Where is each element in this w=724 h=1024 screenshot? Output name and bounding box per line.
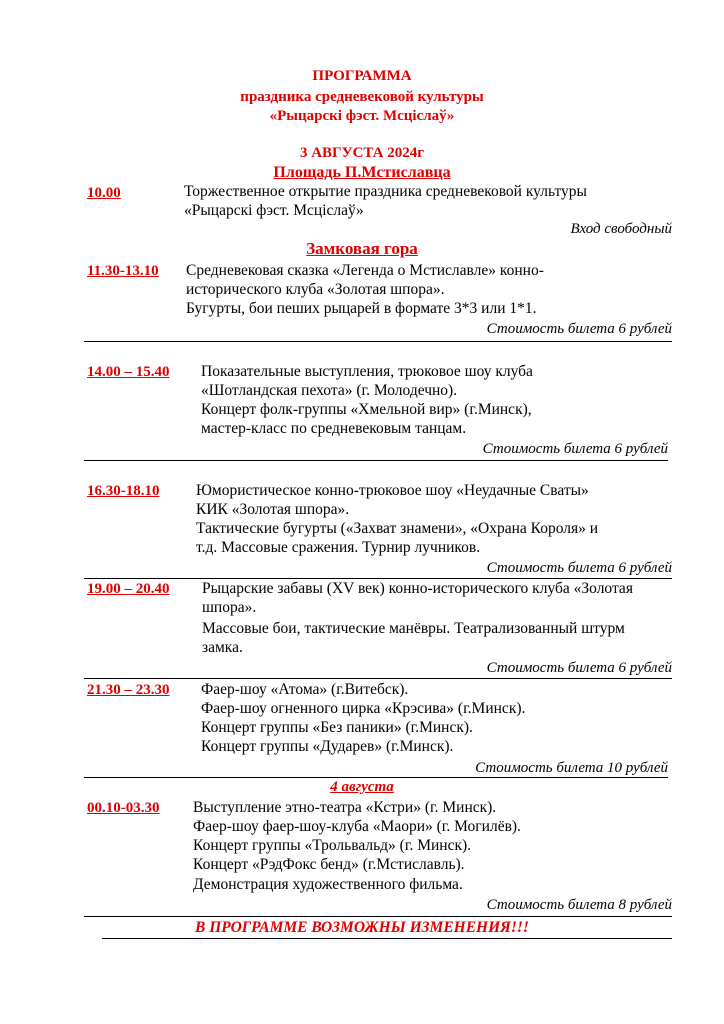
event-line: Концерт группы «Дударев» (г.Минск). <box>201 738 454 755</box>
divider <box>84 777 668 778</box>
divider <box>84 916 672 917</box>
event-line: Средневековая сказка «Легенда о Мстиславле» конно- <box>186 262 544 279</box>
ticket-price: Стоимость билета 6 рублей <box>482 441 668 457</box>
event-line: шпора». <box>202 599 257 616</box>
event-line: Концерт «РэдФокс бенд» (г.Мстиславль). <box>193 856 465 873</box>
venue-castle-hill: Замковая гора <box>306 239 418 258</box>
divider <box>84 678 672 679</box>
event-line: Выступление этно-театра «Кстри» (г. Минск). <box>193 799 497 816</box>
ticket-price: Стоимость билета 6 рублей <box>486 660 672 676</box>
event-time: 21.30 – 23.30 <box>87 682 170 698</box>
event-line: Фаер-шоу «Атома» (г.Витебск). <box>201 681 409 698</box>
event-time: 14.00 – 15.40 <box>87 364 170 380</box>
event-line: Демонстрация художественного фильма. <box>193 876 463 893</box>
venue-square: Площадь П.Мстиславца <box>273 164 451 181</box>
event-time: 11.30-13.10 <box>87 263 159 279</box>
changes-warning: В ПРОГРАММЕ ВОЗМОЖНЫ ИЗМЕНЕНИЯ!!! <box>195 919 529 936</box>
event-line: мастер-класс по средневековым танцам. <box>201 420 467 437</box>
event-line: КИК «Золотая шпора». <box>196 501 350 518</box>
event-time: 10.00 <box>87 185 121 201</box>
ticket-price: Стоимость билета 6 рублей <box>486 560 672 576</box>
event-line: Бугурты, бои пеших рыцарей в формате 3*3 или 1*1. <box>186 300 537 317</box>
divider <box>84 341 672 342</box>
event-line: Концерт фолк-группы «Хмельной вир» (г.Минск), <box>201 401 532 418</box>
event-time: 19.00 – 20.40 <box>87 581 170 597</box>
event-line: Концерт группы «Трольвальд» (г. Минск). <box>193 837 472 854</box>
event-line: Массовые бои, тактические манёвры. Театрализованный штурм <box>202 620 625 637</box>
event-line: т.д. Массовые сражения. Турнир лучников. <box>196 539 481 556</box>
ticket-price: Стоимость билета 10 рублей <box>475 760 668 776</box>
event-line: Торжественное открытие праздника средневековой культуры <box>184 183 587 200</box>
event-line: Тактические бугурты («Захват знамени», «Охрана Короля» и <box>196 520 599 537</box>
event-line: «Шотландская пехота» (г. Молодечно). <box>201 382 458 399</box>
ticket-price: Стоимость билета 6 рублей <box>486 321 672 337</box>
festival-name: «Рыцарскі фэст. Мсціслаў» <box>269 108 455 124</box>
event-line: замка. <box>202 639 243 656</box>
event-line: Фаер-шоу фаер-шоу-клуба «Маори» (г. Могилёв). <box>193 818 521 835</box>
day2-date: 4 августа <box>330 779 394 795</box>
event-line: Юмористическое конно-трюковое шоу «Неудачные Сваты» <box>196 482 589 499</box>
divider <box>84 460 668 461</box>
day1-date: 3 АВГУСТА 2024г <box>299 145 425 161</box>
program-title: ПРОГРАММА <box>312 68 412 84</box>
event-line: Рыцарские забавы (XV век) конно-исторического клуба «Золотая <box>202 580 633 597</box>
event-line: Концерт группы «Без паники» (г.Минск). <box>201 719 473 736</box>
event-line: «Рыцарскі фэст. Мсціслаў» <box>184 202 364 219</box>
divider <box>102 938 672 939</box>
event-time: 00.10-03.30 <box>87 800 160 816</box>
divider <box>84 578 672 579</box>
ticket-price: Стоимость билета 8 рублей <box>486 897 672 913</box>
event-time: 16.30-18.10 <box>87 483 160 499</box>
event-line: Фаер-шоу огненного цирка «Крэсива» (г.Минск). <box>201 700 526 717</box>
program-subtitle: праздника средневековой культуры <box>240 89 484 105</box>
event-line: исторического клуба «Золотая шпора». <box>186 281 445 298</box>
event-line: Показательные выступления, трюковое шоу клуба <box>201 363 533 380</box>
entry-note: Вход свободный <box>570 221 672 237</box>
